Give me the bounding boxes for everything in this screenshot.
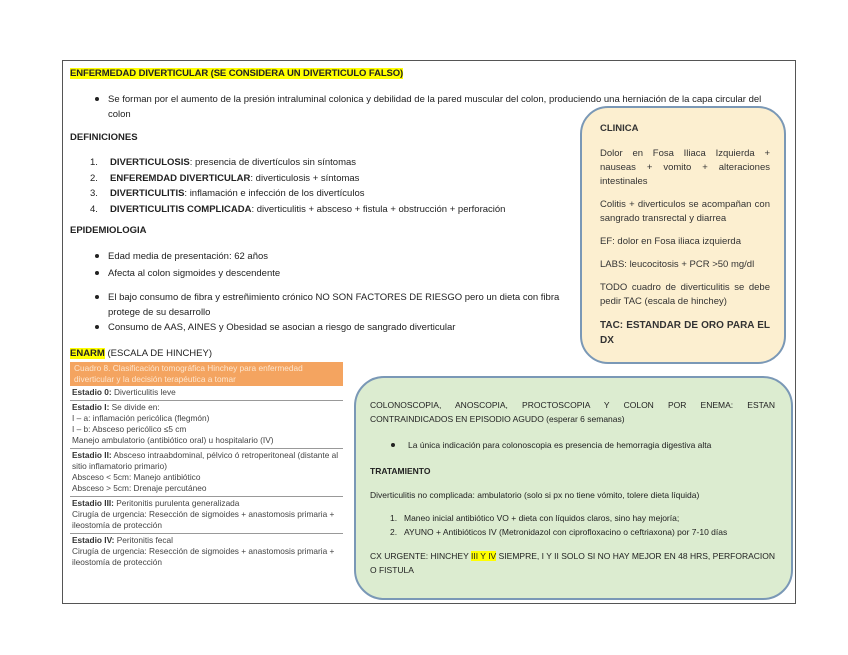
table-row: Estadio III: Peritonitis purulenta generalizada Cirugía de urgencia: Resección de sigmoides + anastomosis primaria + ileostomía de protección xyxy=(70,497,343,534)
tratamiento-step: 2. AYUNO + Antibióticos IV (Metronidazol con ciprofloxacino o ceftriaxona) por 7-10 días xyxy=(390,527,728,537)
enarm-heading: ENARM (ESCALA DE HINCHEY) xyxy=(70,348,213,359)
clinica-box xyxy=(580,106,786,364)
clinica-item: Colitis + diverticulos se acompañan con sangrado transrectal y diarrea xyxy=(600,199,770,224)
epidemiologia-list-b xyxy=(90,290,586,335)
definicion-item: 2. ENFEREMDAD DIVERTICULAR: diverticulosis + síntomas xyxy=(90,172,360,184)
clinica-title: CLINICA xyxy=(600,123,639,134)
definicion-item: 1. DIVERTICULOSIS: presencia de divertículos sin síntomas xyxy=(90,157,357,168)
document-title: ENFERMEDAD DIVERTICULAR (SE CONSIDERA UN DIVERTICULO FALSO) xyxy=(70,68,404,79)
table-header: Cuadro 8. Clasificación tomográfica Hinchey para enfermedad diverticular y la decisión terapéutica a tomar xyxy=(70,362,343,386)
tratamiento-step: 1. Maneo inicial antibiótico VO + dieta con líquidos claros, sino hay mejoría; xyxy=(390,513,680,523)
table-row: Estadio 0: Diverticulitis leve xyxy=(70,386,343,401)
epidemiologia-item: Afecta al colon sigmoides y descendente xyxy=(90,266,570,281)
clinica-item: LABS: leucocitosis + PCR >50 mg/dl xyxy=(600,259,755,270)
epidemiologia-item: Consumo de AAS, AINES y Obesidad se asocian a riesgo de sangrado diverticular xyxy=(90,320,586,335)
contraindicaciones-text: COLONOSCOPIA, ANOSCOPIA, PROCTOSCOPIA Y COLON POR ENEMA: ESTAN CONTRAINDICADOS EN EPISODIO AGUDO (esperar 6 semanas) xyxy=(370,400,775,424)
clinica-item: Dolor en Fosa Iliaca Izquierda + nauseas + vomito + alteraciones intestinales xyxy=(600,148,770,187)
table-row: Estadio II: Absceso intraabdominal, pélvico ó retroperitoneal (distante al sitio inflamatorio primario) Absceso < 5cm: Manejo antibiótico Absceso > 5cm: Drenaje percutáneo xyxy=(70,449,343,497)
epidemiologia-heading: EPIDEMIOLOGIA xyxy=(70,225,147,236)
cirugia-text: CX URGENTE: HINCHEY III Y IV SIEMPRE, I Y II SOLO SI NO HAY MEJOR EN 48 HRS, PERFORACION O FISTULA xyxy=(370,551,776,575)
definicion-item: 4. DIVERTICULITIS COMPLICADA: diverticulitis + absceso + fistula + obstrucción + perforación xyxy=(90,203,506,215)
tratamiento-steps xyxy=(370,511,775,539)
colonoscopia-item: La única indicación para colonoscopia es presencia de hemorragia digestiva alta xyxy=(386,438,775,452)
tratamiento-heading: TRATAMIENTO xyxy=(370,466,431,476)
definicion-item: 3. DIVERTICULITIS: inflamación e infección de los divertículos xyxy=(90,188,365,199)
intro-item: Se forman por el aumento de la presión intraluminal colonica y debilidad de la pared muscular del colon, produciendo una herniación de la capa circular del colon xyxy=(90,92,780,122)
epidemiologia-item: El bajo consumo de fibra y estreñimiento crónico NO SON FACTORES DE RIESGO pero un dieta con fibra protege de su desarrollo xyxy=(90,290,586,320)
clinica-gold-standard: TAC: ESTANDAR DE ORO PARA EL DX xyxy=(600,320,770,346)
clinica-item: EF: dolor en Fosa iliaca izquierda xyxy=(600,236,741,247)
table-row: Estadio I: Se divide en: I – a: inflamación pericólica (flegmón) I – b: Absceso pericólico ≤5 cm Manejo ambulatorio (antibiótico oral) u hospitalario (IV) xyxy=(70,401,343,449)
epidemiologia-list-a xyxy=(90,249,570,281)
colonoscopia-list xyxy=(386,438,775,452)
clinica-item: TODO cuadro de diverticulitis se debe pedir TAC (escala de hinchey) xyxy=(600,282,770,307)
definiciones-list xyxy=(90,155,505,217)
procedimientos-box xyxy=(354,376,793,600)
epidemiologia-item: Edad media de presentación: 62 años xyxy=(90,249,570,264)
table-row: Estadio IV: Peritonitis fecal Cirugía de urgencia: Resección de sigmoides + anastomosis primaria + ileostomía de protección xyxy=(72,535,335,567)
definiciones-heading: DEFINICIONES xyxy=(70,132,138,143)
tratamiento-text: Diverticulitis no complicada: ambulatorio (solo si px no tiene vómito, tolere dieta líquida) xyxy=(370,490,700,500)
hinchey-table xyxy=(70,362,343,570)
